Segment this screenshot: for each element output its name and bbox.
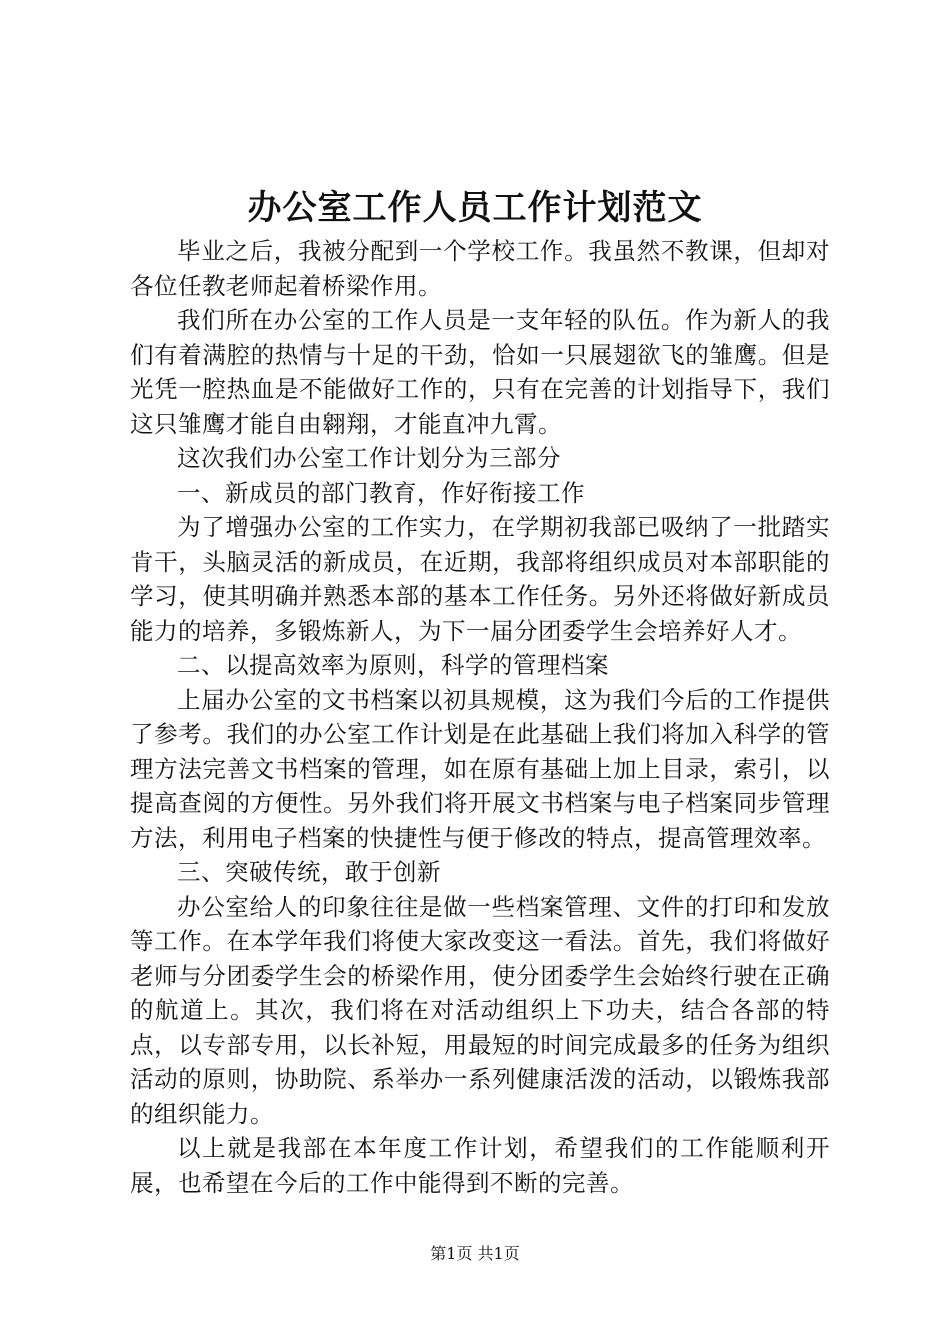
- paragraph-intro: 毕业之后，我被分配到一个学校工作。我虽然不教课，但却对各位任教老师起着桥梁作用。: [130, 237, 830, 300]
- document-title: 办公室工作人员工作计划范文: [247, 188, 703, 228]
- page-footer: 第1页 共1页: [430, 1244, 520, 1263]
- paragraph-section-1: 为了增强办公室的工作实力，在学期初我部已吸纳了一批踏实肯干，头脑灵活的新成员，在近期，我部将组织成员对本部职能的学习，使其明确并熟悉本部的基本工作任务。另外还将做好新成员能力的培养，多锻炼新人，为下一届分团委学生会培养好人才。: [130, 513, 830, 645]
- paragraph-conclusion: 以上就是我部在本年度工作计划，希望我们的工作能顺利开展，也希望在今后的工作中能得到不断的完善。: [130, 1134, 830, 1197]
- paragraph-section-2: 上届办公室的文书档案以初具规模，这为我们今后的工作提供了参考。我们的办公室工作计划是在此基础上我们将加入科学的管理方法完善文书档案的管理，如在原有基础上加上目录，索引，以提高查阅的方便性。另外我们将开展文书档案与电子档案同步管理方法，利用电子档案的快捷性与便于修改的特点，提高管理效率。: [130, 685, 830, 852]
- paragraph-section-3: 办公室给人的印象往往是做一些档案管理、文件的打印和发放等工作。在本学年我们将使大家改变这一看法。首先，我们将做好老师与分团委学生会的桥梁作用，使分团委学生会始终行驶在正确的航道上。其次，我们将在对活动组织上下功夫，结合各部的特点，以专部专用，以长补短，用最短的时间完成最多的任务为组织活动的原则，协助院、系举办一系列健康活泼的活动，以锻炼我部的组织能力。: [130, 892, 830, 1128]
- document-body: [130, 234, 830, 1200]
- section-heading-3: 三、突破传统，敢于创新: [177, 858, 441, 886]
- paragraph-team: 我们所在办公室的工作人员是一支年轻的队伍。作为新人的我们有着满腔的热情与十足的干劲，恰如一只展翅欲飞的雏鹰。但是光凭一腔热血是不能做好工作的，只有在完善的计划指导下，我们这只雏鹰才能自由翱翔，才能直冲九霄。: [130, 306, 830, 438]
- section-heading-2: 二、以提高效率为原则，科学的管理档案: [177, 651, 609, 679]
- section-heading-1: 一、新成员的部门教育，作好衔接工作: [177, 478, 585, 507]
- paragraph-plan-overview: 这次我们办公室工作计划分为三部分: [177, 444, 561, 472]
